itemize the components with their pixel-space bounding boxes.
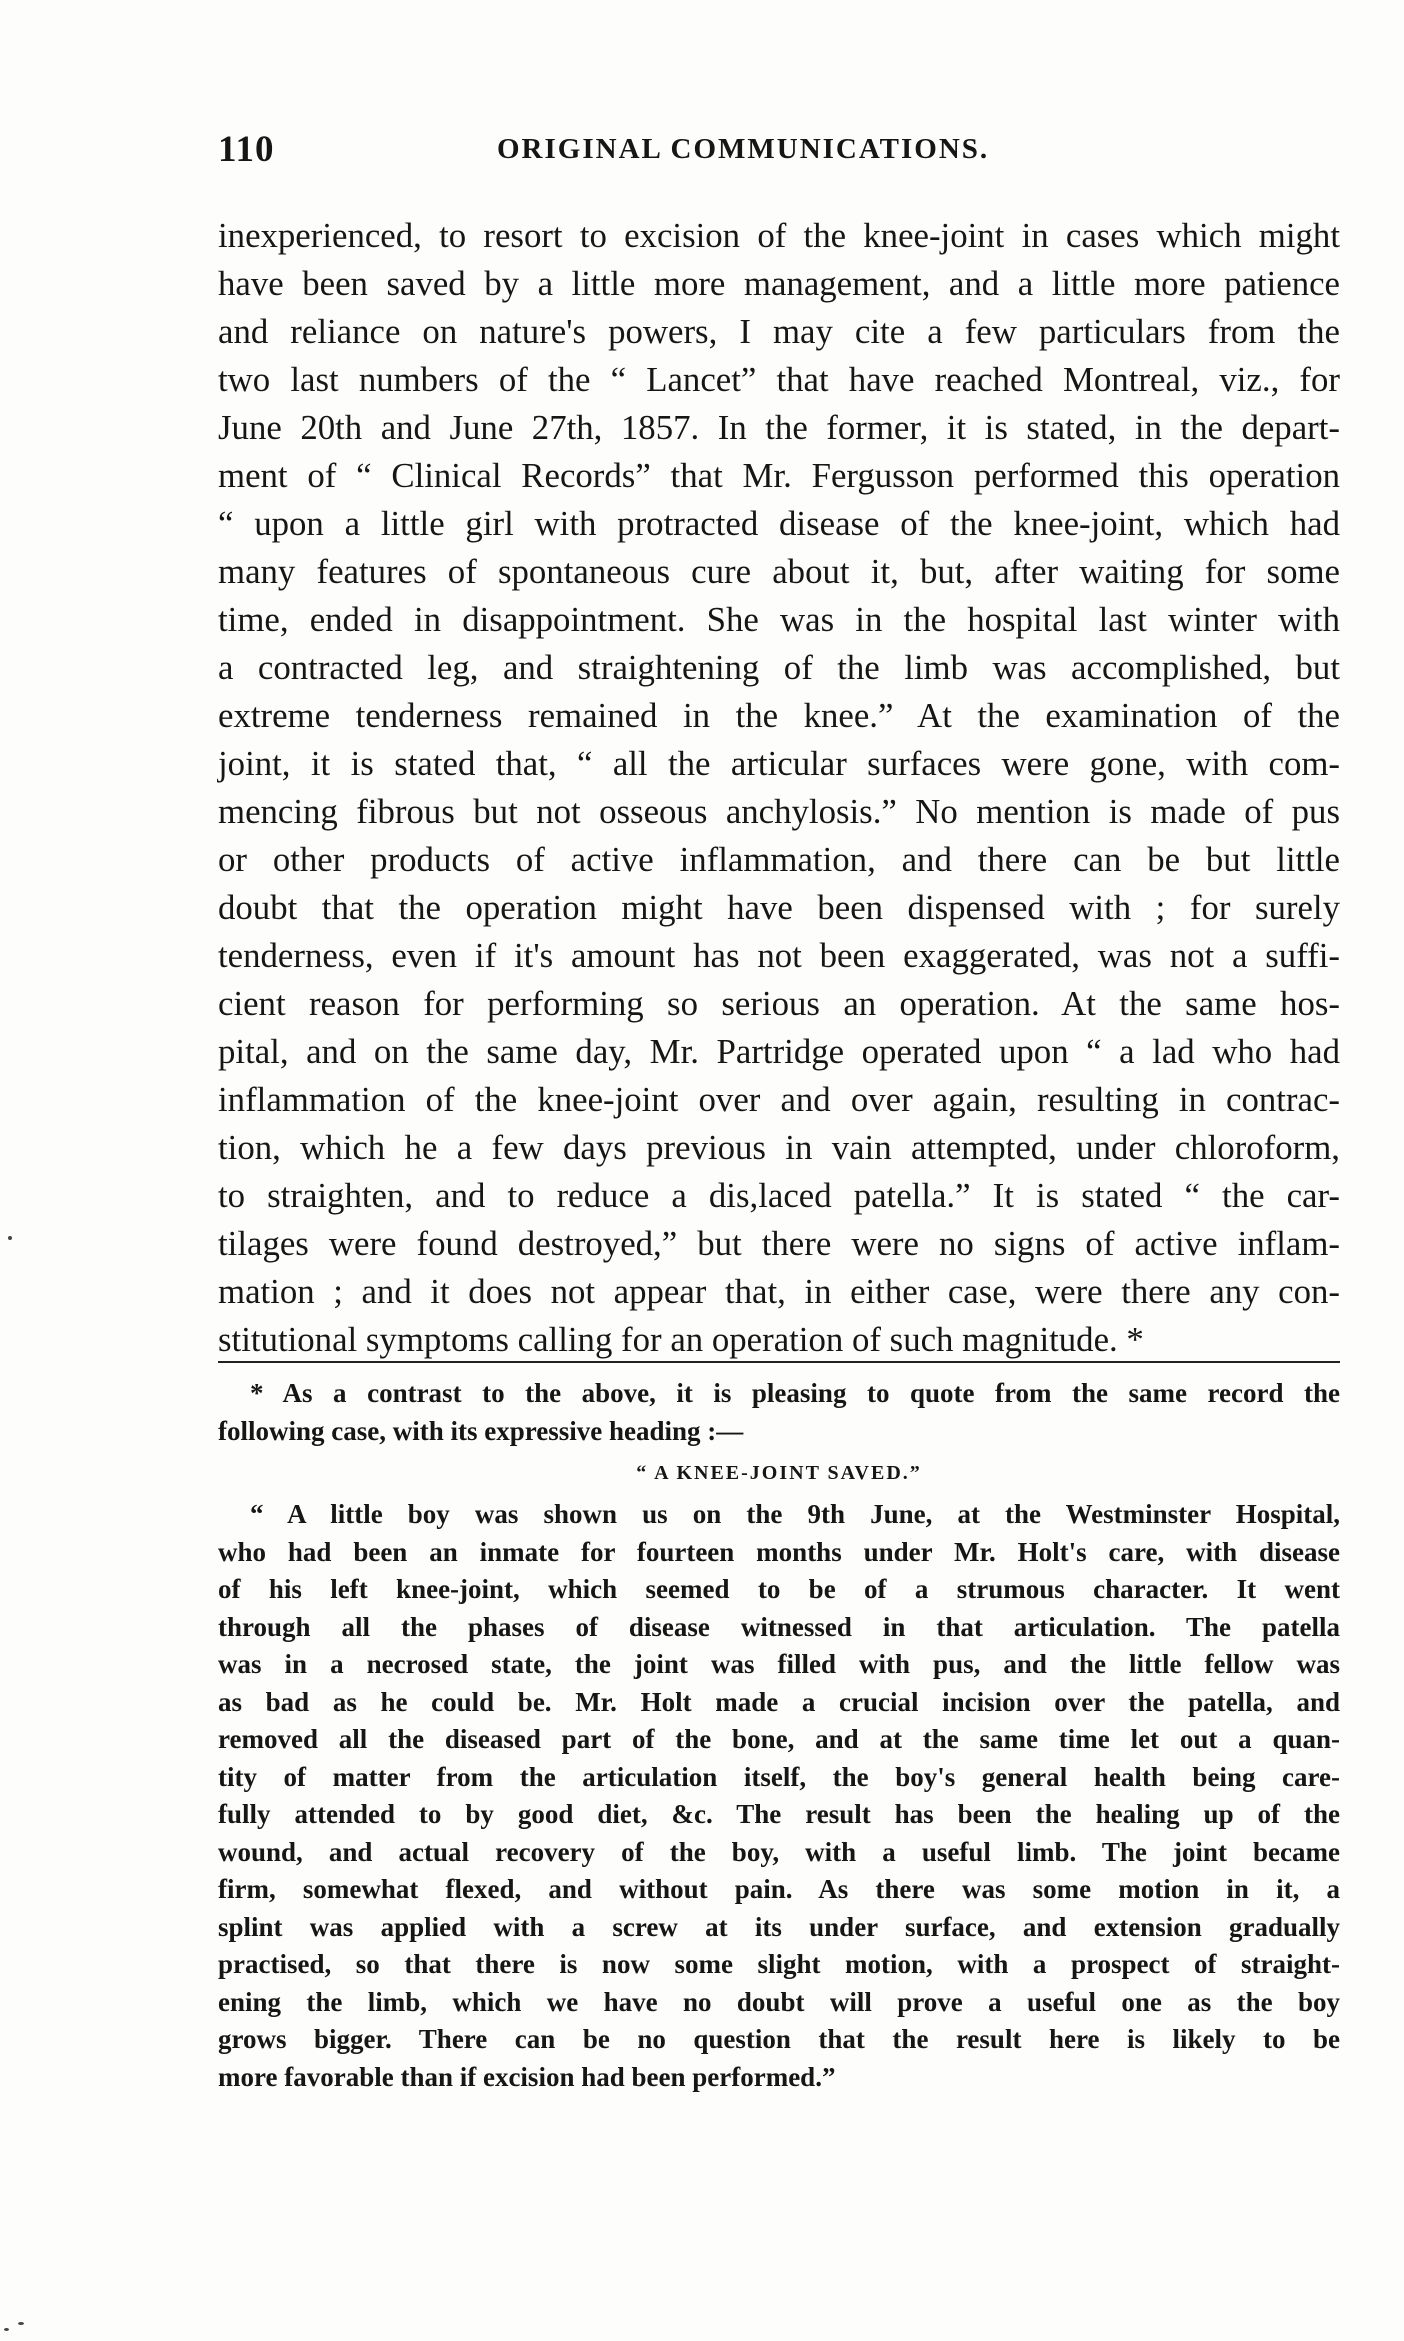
text-line: pital, and on the same day, Mr. Partridge operated upon “ a lad who had [218,1032,1340,1071]
text-line: removed all the diseased part of the bone, and at the same time let out a quan- [218,1724,1340,1754]
text-line: have been saved by a little more management, and a little more patience [218,264,1340,303]
text-line: through all the phases of disease witnessed in that articulation. The patella [218,1611,1340,1642]
text-line: extreme tenderness remained in the knee.” At the examination of the [218,696,1340,735]
text-line: as bad as he could be. Mr. Holt made a crucial incision over the patella, and [218,1686,1340,1717]
text-line: mation ; and it does not appear that, in either case, were there any con- [218,1272,1340,1311]
page-number: 110 [218,129,275,170]
text-line: ening the limb, which we have no doubt will prove a useful one as the boy [218,1986,1340,2017]
text-line: inflammation of the knee-joint over and over again, resulting in contrac- [218,1080,1340,1119]
text-line: fully attended to by good diet, &c. The result has been the healing up of the [218,1799,1340,1829]
text-line: * As a contrast to the above, it is pleasing to quote from the same record the [250,1378,1340,1408]
text-line: a contracted leg, and straightening of the limb was accomplished, but [218,648,1340,687]
text-line: mencing fibrous but not osseous anchylosis.” No mention is made of pus [218,792,1340,831]
text-line: or other products of active inflammation, and there can be but little [218,840,1340,879]
text-line: of his left knee-joint, which seemed to be of a strumous character. It went [218,1574,1340,1604]
text-line: tilages were found destroyed,” but there were no signs of active inflam- [218,1224,1340,1263]
text-line: inexperienced, to resort to excision of the knee-joint in cases which might [218,216,1340,255]
text-line: stitutional symptoms calling for an operation of such magnitude. * [218,1320,1144,1359]
footnote-rule [218,1361,1340,1363]
margin-mark [4,2328,9,2331]
text-line: grows bigger. There can be no question that the result here is likely to be [218,2024,1340,2054]
footnote-heading: “ A KNEE-JOINT SAVED.” [636,1462,922,1484]
margin-mark [8,1236,12,1240]
footnote-quote [218,1496,1340,2096]
text-line: time, ended in disappointment. She was in the hospital last winter with [218,600,1340,639]
text-line: following case, with its expressive heading :— [218,1415,744,1446]
text-line: cient reason for performing so serious an operation. At the same hos- [218,984,1340,1023]
text-line: tenderness, even if it's amount has not been exaggerated, was not a suffi- [218,936,1340,975]
text-line: “ upon a little girl with protracted disease of the knee-joint, which had [218,504,1340,543]
text-line: two last numbers of the “ Lancet” that have reached Montreal, viz., for [218,360,1340,399]
text-line: joint, it is stated that, “ all the articular surfaces were gone, with com- [218,744,1340,783]
text-line: ment of “ Clinical Records” that Mr. Fergusson performed this operation [218,456,1340,495]
text-line: was in a necrosed state, the joint was filled with pus, and the little fellow was [218,1649,1340,1679]
main-text [218,212,1340,1364]
footnote-intro [218,1375,1340,1450]
text-line: “ A little boy was shown us on the 9th June, at the Westminster Hospital, [250,1499,1340,1529]
running-head: ORIGINAL COMMUNICATIONS. [497,133,990,165]
text-line: doubt that the operation might have been dispensed with ; for surely [218,888,1340,927]
text-line: wound, and actual recovery of the boy, with a useful limb. The joint became [218,1836,1340,1867]
footnote [218,1375,1340,2096]
text-line: tion, which he a few days previous in vain attempted, under chloroform, [218,1128,1340,1167]
text-line: more favorable than if excision had been performed.” [218,2061,836,2092]
text-line: firm, somewhat flexed, and without pain. As there was some motion in it, a [218,1874,1340,1904]
margin-mark [18,2322,24,2325]
text-line: and reliance on nature's powers, I may cite a few particulars from the [218,312,1340,351]
text-line: splint was applied with a screw at its under surface, and extension gradually [218,1911,1340,1942]
text-line: many features of spontaneous cure about it, but, after waiting for some [218,552,1340,591]
text-line: to straighten, and to reduce a dis,laced patella.” It is stated “ the car- [218,1176,1340,1215]
text-line: who had been an inmate for fourteen months under Mr. Holt's care, with disease [218,1536,1340,1567]
text-line: practised, so that there is now some slight motion, with a prospect of straight- [218,1949,1340,1979]
text-line: June 20th and June 27th, 1857. In the former, it is stated, in the depart- [218,408,1340,447]
text-line: tity of matter from the articulation itself, the boy's general health being care- [218,1761,1340,1792]
